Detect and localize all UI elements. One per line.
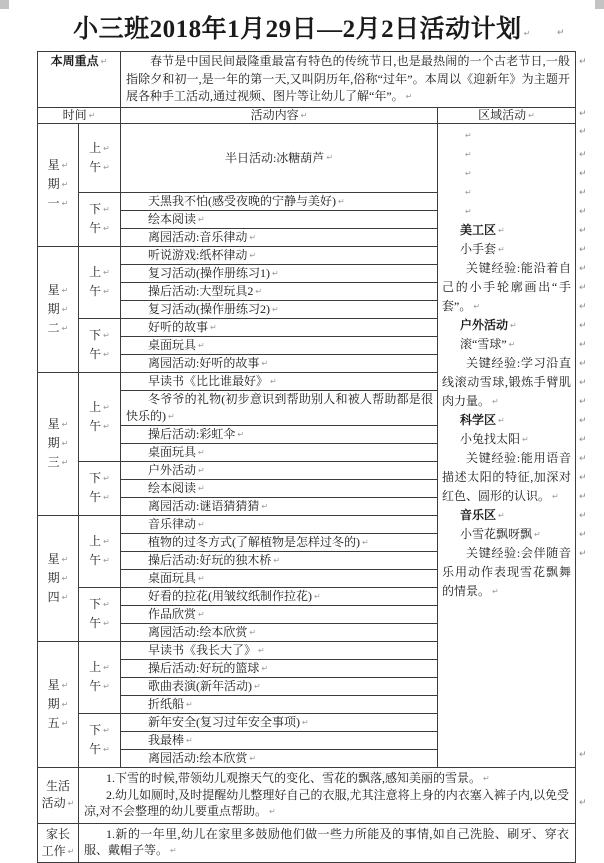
page-corner-mark — [595, 0, 604, 9]
table-row — [38, 123, 576, 192]
page-title: 小三班2018年1月29日—2月2日活动计划 ↵ — [73, 9, 531, 45]
activity-cell — [121, 695, 438, 713]
time-label-char: 下 ↵ — [79, 326, 120, 345]
region-section-title: 科学区 ↵ — [442, 411, 571, 430]
time-label-char: 下 ↵ — [79, 200, 120, 219]
activity-cell — [121, 228, 438, 246]
paragraph-mark-icon: ↵ — [557, 28, 565, 38]
time-label-char: 上 ↵ — [79, 398, 120, 417]
activity-text: 半日活动:冰糖葫芦 ↵ — [121, 124, 437, 192]
time-label-char: 上 ↵ — [79, 658, 120, 677]
time-label-char: 午 ↵ — [79, 417, 120, 436]
paragraph-mark-icon: ↵ — [579, 473, 587, 483]
activity-text: 离园活动:谜语猜猜猜 ↵ — [121, 498, 437, 515]
time-label-morning — [79, 515, 121, 587]
region-section-title: 美工区 ↵ — [442, 221, 571, 240]
activity-cell — [121, 264, 438, 282]
day-name-char: 四 ↵ — [38, 588, 78, 607]
parent-work-item: 1.新的一年里,幼儿在家里多鼓励他们做一些力所能及的事情,如自己洗脸、刷牙、穿衣服、戴帽子等。 ↵ — [84, 826, 569, 859]
header-region: 区域活动 ↵ — [478, 108, 535, 122]
empty-paragraph-line — [442, 164, 571, 183]
day-name-char: 星 ↵ — [38, 550, 78, 569]
activity-text: 复习活动(操作册练习1) ↵ — [121, 265, 437, 282]
header-time-cell — [38, 107, 121, 123]
activity-cell — [121, 318, 438, 336]
activity-cell — [121, 390, 438, 425]
page-corner-mark — [0, 0, 9, 9]
table-header-row — [38, 107, 576, 123]
activity-text: 操后活动:好玩的独木桥 ↵ — [121, 552, 437, 569]
activity-text: 植物的过冬方式(了解植物是怎样过冬的) ↵ — [121, 534, 437, 551]
paragraph-mark-icon: ↵ — [579, 340, 587, 350]
activity-cell — [121, 641, 438, 659]
paragraph-mark-icon: ↵ — [579, 378, 587, 388]
time-label-morning — [79, 641, 121, 713]
header-content-cell — [121, 107, 438, 123]
activity-cell — [121, 623, 438, 641]
day-name-cell — [38, 372, 79, 515]
time-label-afternoon — [79, 192, 121, 246]
activity-text: 离园活动:好听的故事 ↵ — [121, 355, 437, 372]
life-activities-content — [79, 767, 576, 823]
region-activity-name: 小兔找太阳 ↵ — [442, 430, 571, 449]
paragraph-mark-icon: ↵ — [579, 416, 587, 426]
time-label-char: 午 ↵ — [79, 345, 120, 364]
time-label-char: 下 ↵ — [79, 721, 120, 740]
region-key-experience: 关键经验:能用语音描述太阳的特征,加深对红色、圆形的认识。 ↵ — [442, 449, 571, 506]
paragraph-mark-icon: ↵ — [579, 530, 587, 540]
time-label-char: 午 ↵ — [79, 219, 120, 238]
paragraph-mark-icon: ↵ — [579, 435, 587, 445]
time-label-morning — [79, 246, 121, 318]
paragraph-mark-icon: ↵ — [579, 57, 587, 67]
time-label-char: 午 ↵ — [79, 677, 120, 696]
paragraph-mark-icon: ↵ — [579, 511, 587, 521]
time-label-char: 上 ↵ — [79, 263, 120, 282]
activity-cell — [121, 551, 438, 569]
paragraph-mark-icon: ↵ — [579, 549, 587, 559]
region-activity-name: 小雪花飘呀飘 ↵ — [442, 525, 571, 544]
parent-work-content — [79, 823, 576, 862]
paragraph-mark-icon: ↵ — [579, 207, 587, 217]
activity-text: 绘本阅读 ↵ — [121, 480, 437, 497]
paragraph-mark-icon: ↵ — [579, 109, 587, 119]
day-name-char: 星 ↵ — [38, 156, 78, 175]
region-key-experience: 关键经验:会伴随音乐用动作表现雪花飘舞的情景。 ↵ — [442, 544, 571, 601]
paragraph-mark-icon: ↵ — [579, 169, 587, 179]
paragraph-mark-icon: ↵ — [579, 283, 587, 293]
activity-cell — [121, 282, 438, 300]
paragraph-mark-icon: ↵ — [579, 127, 587, 137]
day-name-char: 三 ↵ — [38, 453, 78, 472]
activity-text: 早读书《比比谁最好》 ↵ — [121, 373, 437, 390]
activity-cell — [121, 443, 438, 461]
day-name-char: 期 ↵ — [38, 300, 78, 319]
time-label-char: 午 ↵ — [79, 282, 120, 301]
activity-text: 操后活动:大型玩具2 ↵ — [121, 283, 437, 300]
region-key-experience: 关键经验:学习沿直线滚动雪球,锻炼手臂肌肉力量。 ↵ — [442, 354, 571, 411]
activity-cell — [121, 354, 438, 372]
paragraph-mark-icon: ↵ — [579, 798, 587, 808]
time-label-afternoon — [79, 713, 121, 767]
time-label-char: 午 ↵ — [79, 158, 120, 177]
parent-work-label-line: 工作 ↵ — [38, 843, 78, 860]
time-label-afternoon — [79, 587, 121, 641]
weekly-focus-row — [38, 52, 576, 108]
time-label-morning — [79, 372, 121, 461]
life-activities-item: 2.幼儿如厕时,及时提醒幼儿整理好自己的衣服,尤其注意将上身的内衣塞入裤子内,以免受凉,对不会整理的幼儿要重点帮助。 ↵ — [84, 787, 569, 820]
paragraph-mark-icon: ↵ — [579, 150, 587, 160]
weekly-focus-text: 春节是中国民间最隆重最富有特色的传统节日,也是最热闹的一个古老节日,一般指除夕和初一,是一年的第一天,又叫阴历年,俗称“过年”。本周以《迎新年》为主题开展各种手工活动,通过视频、图片等让幼儿了解“年”。 ↵ — [121, 52, 575, 107]
activity-cell — [121, 713, 438, 731]
activity-cell — [121, 569, 438, 587]
time-label-afternoon — [79, 461, 121, 515]
time-label-morning — [79, 123, 121, 192]
day-name-char: 星 ↵ — [38, 415, 78, 434]
activity-cell — [121, 210, 438, 228]
activity-cell — [121, 192, 438, 210]
paragraph-mark-icon: ↵ — [579, 188, 587, 198]
weekly-focus-text-cell — [121, 52, 576, 108]
activity-text: 桌面玩具 ↵ — [121, 570, 437, 587]
header-region-cell — [438, 107, 576, 123]
activity-text: 好听的故事 ↵ — [121, 319, 437, 336]
paragraph-mark-icon: ↵ — [579, 245, 587, 255]
activity-text: 听说游戏:纸杯律动 ↵ — [121, 247, 437, 264]
day-name-char: 星 ↵ — [38, 281, 78, 300]
activity-cell — [121, 479, 438, 497]
day-name-char: 星 ↵ — [38, 676, 78, 695]
activity-cell — [121, 497, 438, 515]
activity-text: 桌面玩具 ↵ — [121, 444, 437, 461]
parent-work-row — [38, 823, 576, 862]
day-name-char: 五 ↵ — [38, 714, 78, 733]
paragraph-mark-icon: ↵ — [579, 302, 587, 312]
paragraph-mark-icon: ↵ — [579, 264, 587, 274]
paragraph-mark-icon: ↵ — [579, 359, 587, 369]
weekly-plan-table — [37, 51, 576, 863]
activity-text: 新年安全(复习过年安全事项) ↵ — [121, 714, 437, 731]
activity-text: 天黑我不怕(感受夜晚的宁静与美好) ↵ — [121, 193, 437, 210]
activity-cell — [121, 336, 438, 354]
time-label-char: 午 ↵ — [79, 740, 120, 759]
activity-cell — [121, 731, 438, 749]
empty-paragraph-line — [442, 202, 571, 221]
empty-paragraph-line — [442, 183, 571, 202]
activity-text: 早读书《我长大了》 ↵ — [121, 642, 437, 659]
header-content: 活动内容 ↵ — [251, 108, 308, 122]
activity-text: 我最棒 ↵ — [121, 732, 437, 749]
activity-cell — [121, 605, 438, 623]
day-name-char: 期 ↵ — [38, 569, 78, 588]
activity-cell — [121, 246, 438, 264]
activity-cell — [121, 372, 438, 390]
activity-cell — [121, 659, 438, 677]
time-label-char: 午 ↵ — [79, 551, 120, 570]
region-activity-name: 小手套 ↵ — [442, 240, 571, 259]
paragraph-mark-icon: ↵ — [579, 397, 587, 407]
life-activities-label-line: 生活 — [45, 779, 70, 793]
activity-text: 离园活动:绘本欣赏 ↵ — [121, 750, 437, 767]
activity-cell — [121, 123, 438, 192]
activity-cell — [121, 749, 438, 767]
paragraph-mark-icon: ↵ — [579, 492, 587, 502]
activity-text: 桌面玩具 ↵ — [121, 337, 437, 354]
life-activities-label — [38, 767, 79, 823]
activity-cell — [121, 533, 438, 551]
day-name-char: 二 ↵ — [38, 319, 78, 338]
activity-text: 复习活动(操作册练习2) ↵ — [121, 301, 437, 318]
activity-text: 操后活动:好玩的篮球 ↵ — [121, 660, 437, 677]
activity-text: 好看的拉花(用皱纹纸制作拉花) ↵ — [121, 588, 437, 605]
time-label-char: 午 ↵ — [79, 614, 120, 633]
activity-text: 绘本阅读 ↵ — [121, 211, 437, 228]
activity-text: 操后活动:彩虹伞 ↵ — [121, 426, 437, 443]
region-activity-name: 滚“雪球” ↵ — [442, 335, 571, 354]
day-name-cell — [38, 246, 79, 372]
region-section-title: 音乐区 ↵ — [442, 506, 571, 525]
region-key-experience: 关键经验:能沿着自己的小手轮廓画出“手套”。 ↵ — [442, 259, 571, 316]
activity-cell — [121, 515, 438, 533]
activity-text: 离园活动:音乐律动 ↵ — [121, 229, 437, 246]
day-name-char: 一 ↵ — [38, 194, 78, 213]
parent-work-label — [38, 823, 79, 862]
time-label-afternoon — [79, 318, 121, 372]
activity-text: 音乐律动 ↵ — [121, 516, 437, 533]
life-activities-label-line: 活动 ↵ — [38, 795, 78, 812]
day-name-cell — [38, 515, 79, 641]
weekly-focus-label: 本周重点 ↵ — [38, 52, 120, 70]
time-label-char: 上 ↵ — [79, 139, 120, 158]
time-label-char: 下 ↵ — [79, 469, 120, 488]
day-name-cell — [38, 123, 79, 246]
activity-cell — [121, 677, 438, 695]
activity-cell — [121, 300, 438, 318]
weekly-focus-label-cell — [38, 52, 121, 108]
activity-text: 折纸船 ↵ — [121, 696, 437, 713]
activity-cell — [121, 461, 438, 479]
time-label-char: 下 ↵ — [79, 595, 120, 614]
activity-cell — [121, 587, 438, 605]
life-activities-item: 1.下雪的时候,带领幼儿观擦天气的变化、雪花的飘落,感知美丽的雪景。 ↵ — [84, 770, 569, 787]
day-name-cell — [38, 641, 79, 767]
activity-text: 冬爷爷的礼物(初步意识到帮助别人和被人帮助都是很快乐的) ↵ — [121, 391, 437, 425]
activity-text: 歌曲表演(新年活动) ↵ — [121, 678, 437, 695]
region-section-title: 户外活动 ↵ — [442, 316, 571, 335]
header-time: 时间 ↵ — [63, 108, 96, 122]
day-name-char: 期 ↵ — [38, 695, 78, 714]
empty-paragraph-line — [442, 145, 571, 164]
day-name-char: 期 ↵ — [38, 175, 78, 194]
region-activities-cell — [438, 123, 576, 767]
activity-text: 户外活动 ↵ — [121, 462, 437, 479]
activity-text: 作品欣赏 ↵ — [121, 606, 437, 623]
paragraph-mark-icon: ↵ — [579, 454, 587, 464]
activity-text: 离园活动:绘本欣赏 ↵ — [121, 624, 437, 641]
time-label-char: 上 ↵ — [79, 532, 120, 551]
paragraph-mark-icon: ↵ — [579, 226, 587, 236]
paragraph-mark-icon: ↵ — [579, 750, 587, 760]
time-label-char: 午 ↵ — [79, 488, 120, 507]
activity-cell — [121, 425, 438, 443]
paragraph-mark-icon: ↵ — [579, 321, 587, 331]
life-activities-row — [38, 767, 576, 823]
day-name-char: 期 ↵ — [38, 434, 78, 453]
parent-work-label-line: 家长 — [45, 826, 70, 841]
empty-paragraph-line — [442, 126, 571, 145]
